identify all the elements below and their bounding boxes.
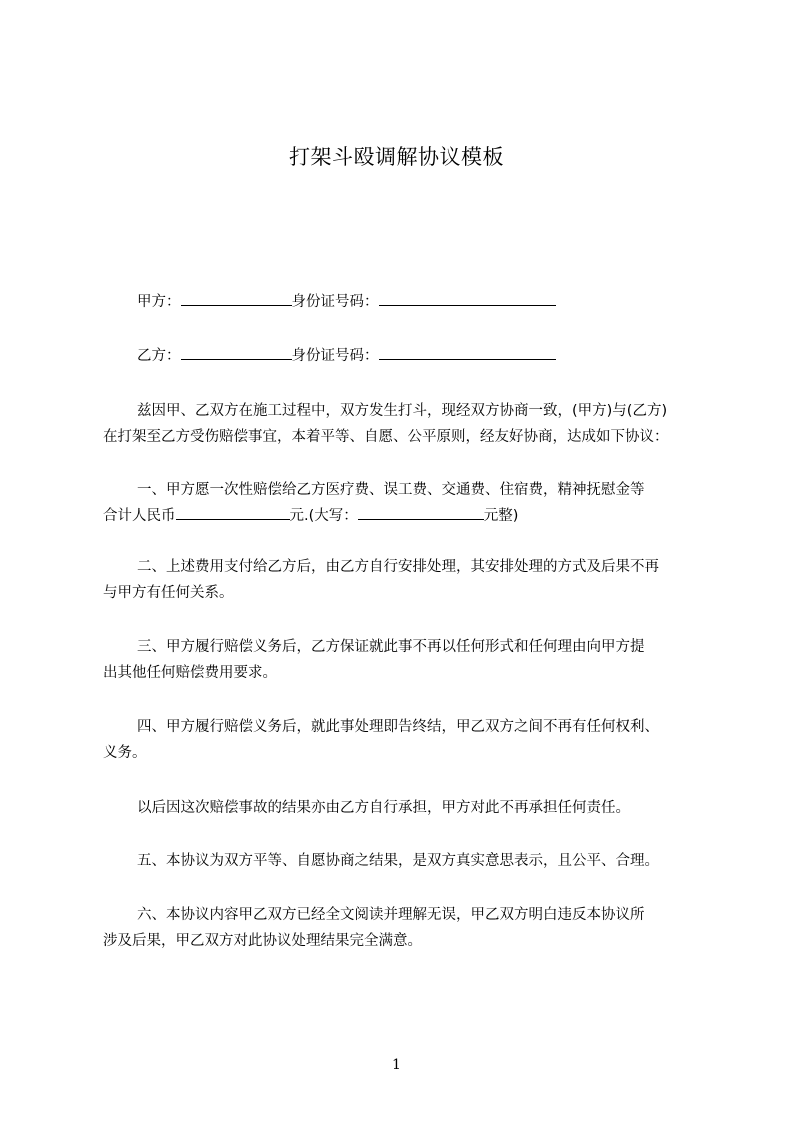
party-a-label: 甲方： xyxy=(137,294,181,310)
clause-3-line-2: 出其他任何赔偿费用要求。 xyxy=(103,665,277,681)
clause-4-line-1: 四、甲方履行赔偿义务后，就此事处理即告终结，甲乙双方之间不再有任何权利、 xyxy=(137,719,659,735)
party-a-id-label: 身份证号码： xyxy=(291,294,379,310)
clause-1-amount-prefix: 合计人民币 xyxy=(103,508,176,524)
liability-note-text: 以后因这次赔偿事故的结果亦由乙方自行承担，甲方对此不再承担任何责任。 xyxy=(137,800,630,816)
clause-5-text: 五、本协议为双方平等、自愿协商之结果，是双方真实意思表示，且公平、合理。 xyxy=(137,853,659,869)
clause-3 xyxy=(103,634,703,686)
clause-1-line-2 xyxy=(103,503,703,529)
clause-4-line-2: 义务。 xyxy=(103,745,147,761)
party-a-line xyxy=(103,291,703,312)
clause-2-line-2: 与甲方有任何关系。 xyxy=(103,585,234,601)
party-b-id-label: 身份证号码： xyxy=(291,348,379,364)
clause-6-line-1: 六、本协议内容甲乙双方已经全文阅读并理解无误，甲乙双方明白违反本协议所 xyxy=(137,907,645,923)
clause-1 xyxy=(103,477,703,529)
intro-line-2: 在打架至乙方受伤赔偿事宜，本着平等、自愿、公平原则，经友好协商，达成如下协议： xyxy=(103,429,669,445)
clause-3-line-1: 三、甲方履行赔偿义务后，乙方保证就此事不再以任何形式和任何理由向甲方提 xyxy=(137,639,645,655)
clause-4 xyxy=(103,714,703,766)
page-number: 1 xyxy=(392,1057,401,1073)
amount-figures-blank xyxy=(176,505,290,520)
clause-6 xyxy=(103,902,703,954)
clause-1-line-1: 一、甲方愿一次性赔偿给乙方医疗费、误工费、交通费、住宿费，精神抚慰金等 xyxy=(137,482,645,498)
clause-1-amount-suffix: 元整) xyxy=(483,508,519,524)
liability-note xyxy=(103,795,703,821)
party-a-id-blank xyxy=(379,291,556,306)
intro-line-1: 兹因甲、乙双方在施工过程中，双方发生打斗，现经双方协商一致，(甲方)与(乙方) xyxy=(137,403,668,419)
party-b-name-blank xyxy=(181,345,292,360)
party-b-id-blank xyxy=(379,345,556,360)
clause-5 xyxy=(103,848,703,874)
amount-words-blank xyxy=(358,505,484,520)
clause-6-line-2: 涉及后果，甲乙双方对此协议处理结果完全满意。 xyxy=(103,933,422,949)
party-b-label: 乙方： xyxy=(137,348,181,364)
intro-paragraph xyxy=(103,398,703,450)
party-a-name-blank xyxy=(181,291,292,306)
clause-2-line-1: 二、上述费用支付给乙方后，由乙方自行安排处理，其安排处理的方式及后果不再 xyxy=(137,559,659,575)
clause-2 xyxy=(103,554,703,606)
page-title: 打架斗殴调解协议模板 xyxy=(289,145,504,169)
party-b-line xyxy=(103,345,703,366)
clause-1-amount-mid: 元.(大写： xyxy=(289,508,358,524)
